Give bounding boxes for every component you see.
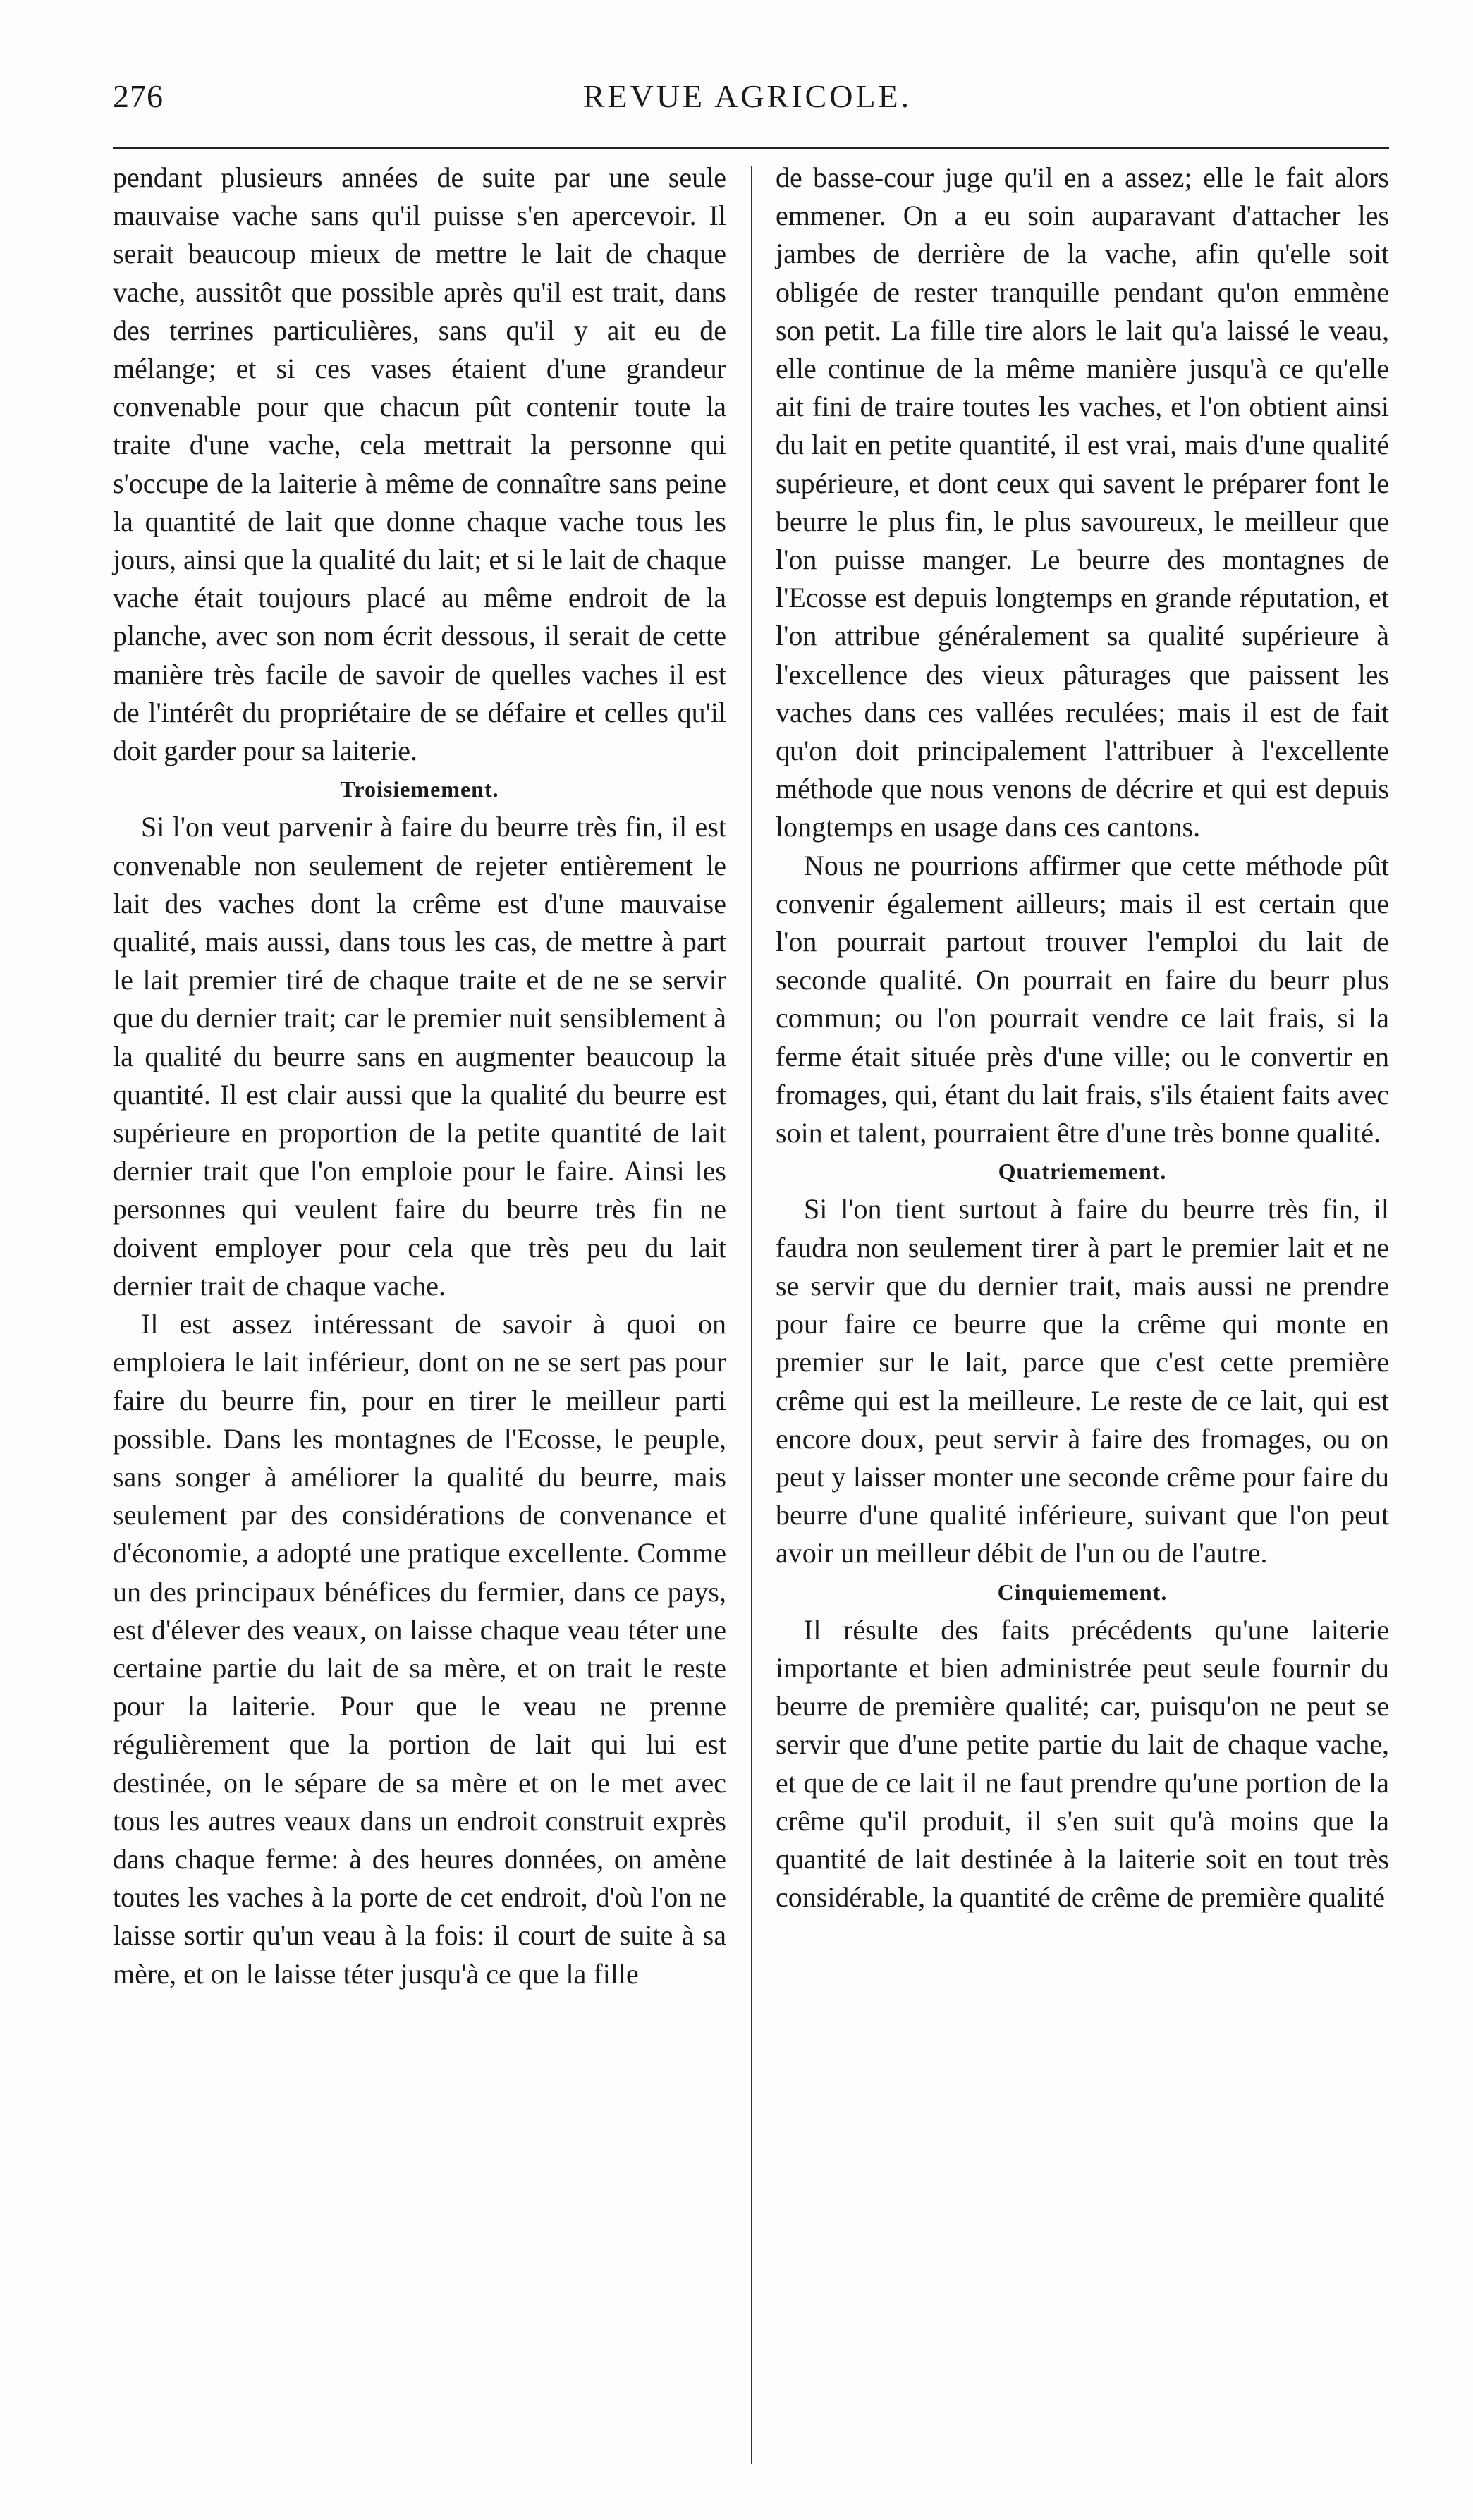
section-heading-cinquiemement: Cinquiemement.	[997, 1579, 1168, 1605]
paragraph: Il est assez intéressant de savoir à quoi on emploiera le lait inférieur, dont on ne se sert pas pour faire du beurre fin, pour en tirer le meilleur parti possible. Dans les montagnes de l'Ecosse, le peuple, sans songer à améliorer la qualité du beurre, mais seulement par des considérations de convenance et d'économie, a adopté une pratique excellente. Comme un des principaux bénéfices du fermier, dans ce pays, est d'élever des veaux, on laisse chaque veau téter une certaine partie du lait de sa mère, et on trait le reste pour la laiterie. Pour que le veau ne prenne régulièrement que la portion de lait qui lui est destinée, on le sépare de sa mère et on le met avec tous les autres veaux dans un endroit construit exprès dans chaque ferme: à des heures données, on amène toutes les vaches à la porte de cet endroit, d'où l'on ne laisse sortir qu'un veau à la fois: il court de suite à sa mère, et on le laisse téter jusqu'à ce que la fille	[113, 1308, 726, 1990]
text-columns	[113, 159, 1389, 2478]
running-title: REVUE AGRICOLE.	[582, 78, 912, 114]
page-number: 276	[113, 78, 164, 114]
paragraph: pendant plusieurs années de suite par une seule mauvaise vache sans qu'il puisse s'en apercevoir. Il serait beaucoup mieux de mettre le lait de chaque vache, aussitôt que possible après qu'il est trait, dans des terrines particulières, sans qu'il y ait eu de mélange; et si ces vases étaient d'une grandeur convenable pour que chacun pût contenir toute la traite d'une vache, cela mettrait la personne qui s'occupe de la laiterie à même de connaître sans peine la quantité de lait que donne chaque vache tous les jours, ainsi que la qualité du lait; et si le lait de chaque vache était toujours placé au même endroit de la planche, avec son nom écrit dessous, il serait de cette manière très facile de savoir de quelles vaches il est de l'intérêt du propriétaire de se défaire et celles qu'il doit garder pour sa laiterie.	[113, 161, 726, 767]
column-divider	[751, 166, 752, 2464]
left-column	[113, 159, 726, 2478]
paragraph: Si l'on tient surtout à faire du beurre très fin, il faudra non seulement tirer à part le premier lait et ne se servir que du dernier trait, mais aussi ne prendre pour faire ce beurre que la crême qui monte en premier sur le lait, parce que c'est cette première crême qui est la meilleure. Le reste de ce lait, qui est encore doux, peut servir à faire des fromages, ou on peut y laisser monter une seconde crême pour faire du beurre d'une qualité inférieure, suivant que l'on peut avoir un meilleur débit de l'un ou de l'autre.	[776, 1193, 1389, 1570]
page-header	[106, 63, 1389, 120]
section-heading-troisiemement: Troisiemement.	[340, 776, 499, 802]
header-rule	[113, 147, 1389, 149]
paragraph: Il résulte des faits précédents qu'une laiterie importante et bien administrée peut seule fournir du beurre de première qualité; car, puisqu'on ne peut se servir que d'une petite partie du lait de chaque vache, et que de ce lait il ne faut prendre qu'une portion de la crême qu'il produit, il s'en suit qu'à moins que la quantité de lait destinée à la laiterie soit en tout très considérable, la quantité de crême de première qualité	[776, 1613, 1389, 1914]
right-column	[776, 159, 1389, 2478]
section-heading-quatriemement: Quatriemement.	[998, 1158, 1167, 1185]
page	[106, 63, 1389, 2489]
paragraph: Si l'on veut parvenir à faire du beurre très fin, il est convenable non seulement de rejeter entièrement le lait des vaches dont la crême est d'une mauvaise qualité, mais aussi, dans tous les cas, de mettre à part le lait premier tiré de chaque traite et de ne se servir que du dernier trait; car le premier nuit sensiblement à la qualité du beurre sans en augmenter beaucoup la quantité. Il est clair aussi que la qualité du beurre est supérieure en proportion de la petite quantité de lait dernier trait que l'on emploie pour le faire. Ainsi les personnes qui veulent faire du beurre très fin ne doivent employer pour cela que très peu du lait dernier trait de chaque vache.	[113, 811, 726, 1302]
paragraph: Nous ne pourrions affirmer que cette méthode pût convenir également ailleurs; mais il est certain que l'on pourrait partout trouver l'emploi du lait de seconde qualité. On pourrait en faire du beurr plus commun; ou l'on pourrait vendre ce lait frais, si la ferme était située près d'une ville; ou le convertir en fromages, qui, étant du lait frais, s'ils étaient faits avec soin et talent, pourraient être d'une très bonne qualité.	[776, 849, 1389, 1149]
paragraph: de basse-cour juge qu'il en a assez; elle le fait alors emmener. On a eu soin auparavant d'attacher les jambes de derrière de la vache, afin qu'elle soit obligée de rester tranquille pendant qu'on emmène son petit. La fille tire alors le lait qu'a laissé le veau, elle continue de la même manière jusqu'à ce qu'elle ait fini de traire toutes les vaches, et l'on obtient ainsi du lait en petite quantité, il est vrai, mais d'une qualité supérieure, et dont ceux qui savent le préparer font le beurre le plus fin, le plus savoureux, le meilleur que l'on puisse manger. Le beurre des montagnes de l'Ecosse est depuis longtemps en grande réputation, et l'on attribue généralement sa qualité supérieure à l'excellence des vieux pâturages que paissent les vaches dans ces vallées reculées; mais il est de fait qu'on doit principalement l'attribuer à l'excellente méthode que nous venons de décrire et qui est depuis longtemps en usage dans ces cantons.	[776, 161, 1389, 843]
